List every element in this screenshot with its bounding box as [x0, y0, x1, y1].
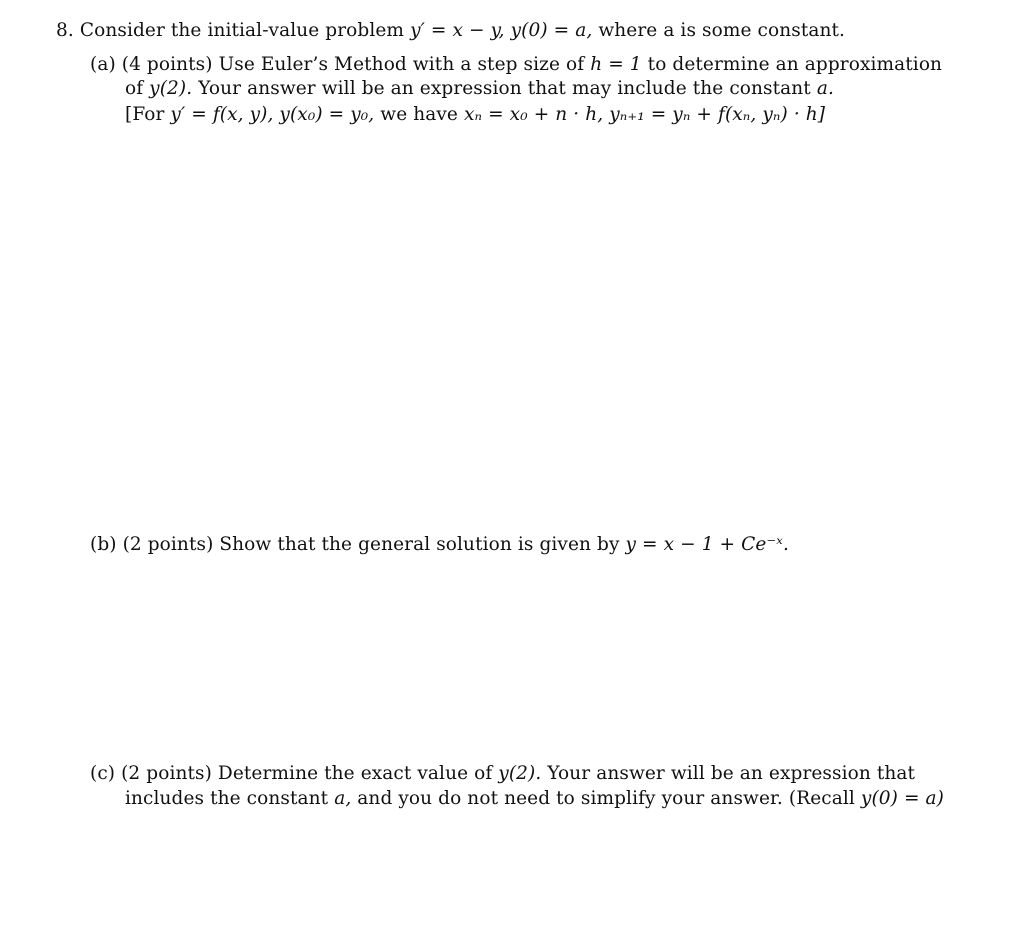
part-a-points: (4 points) — [121, 54, 213, 75]
hint-we-have: we have — [380, 104, 458, 125]
hint-open: [For — [125, 104, 165, 125]
part-a-step-size: h = 1 — [590, 54, 642, 75]
part-c-includes: includes the constant — [125, 788, 329, 809]
part-b — [90, 534, 789, 556]
problem-intro-text: Consider the initial-value problem — [79, 20, 405, 41]
problem-number: 8. — [56, 20, 74, 41]
part-b-label: (b) — [90, 534, 117, 555]
part-c-text: Determine the exact value of — [217, 763, 493, 784]
problem-intro-suffix: where a is some constant. — [598, 20, 846, 41]
problem-equation: y′ = x − y, y(0) = a, — [410, 20, 593, 41]
part-a-hint — [125, 104, 825, 126]
part-c-initial-condition: y(0) = a) — [860, 788, 944, 809]
part-c-recall-text: and you do not need to simplify your answer. (Recall — [357, 788, 855, 809]
part-a-of: of — [125, 78, 144, 99]
hint-ivp: y′ = f(x, y), y(x₀) = y₀, — [170, 104, 375, 125]
part-b-text: Show that the general solution is given by — [219, 534, 620, 555]
part-c-points: (2 points) — [121, 763, 212, 784]
part-c-text-end: Your answer will be an expression that — [547, 763, 916, 784]
part-c-y2: y(2). — [498, 763, 542, 784]
part-b-general-solution: y = x − 1 + Ce⁻ˣ. — [625, 534, 789, 555]
part-a-label: (a) — [90, 54, 116, 75]
part-b-points: (2 points) — [122, 534, 214, 555]
problem-statement — [56, 20, 845, 42]
part-c-constant: a, — [334, 788, 352, 809]
part-c-line-2 — [125, 788, 944, 810]
part-a-constant: a. — [816, 78, 834, 99]
part-a-line-1 — [90, 54, 942, 76]
part-a-text: Use Euler’s Method with a step size of — [218, 54, 585, 75]
part-c-line-1 — [90, 763, 915, 785]
part-a-text-end: to determine an approximation — [647, 54, 943, 75]
hint-euler-formula: xₙ = x₀ + n · h, yₙ₊₁ = yₙ + f(xₙ, yₙ) · h] — [463, 104, 826, 125]
part-a-line-2 — [125, 78, 834, 100]
part-c-label: (c) — [90, 763, 116, 784]
part-a-y2: y(2). — [149, 78, 193, 99]
part-a-answer-text: Your answer will be an expression that may include the constant — [198, 78, 811, 99]
